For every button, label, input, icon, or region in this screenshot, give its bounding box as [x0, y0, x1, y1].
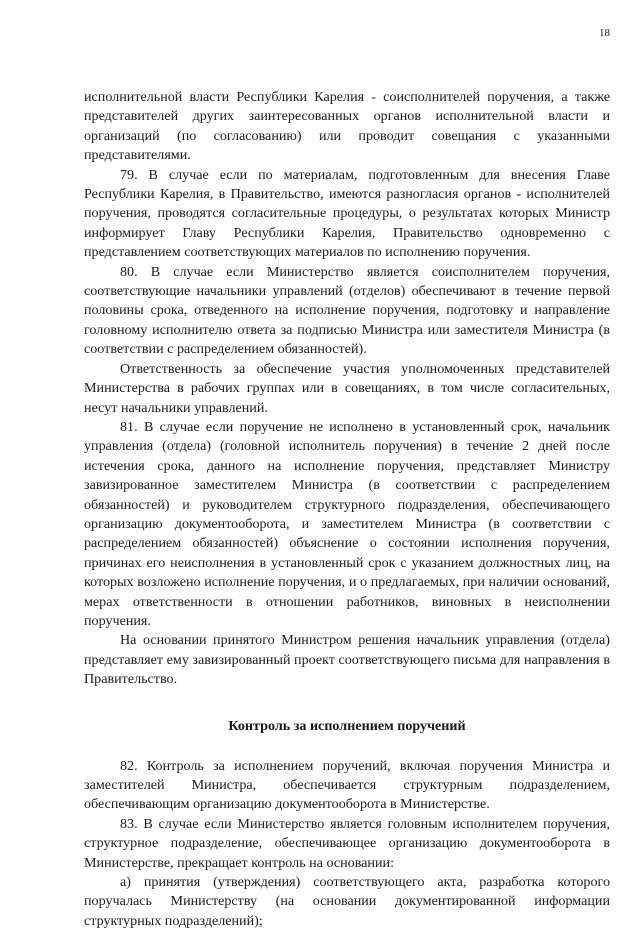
paragraph-80: 80. В случае если Министерство является соисполнителем поручения, соответствующие начальники управлений (отделов) обеспечивают в течение первой половины срока, отведенного на исполнение поручения, подготовку и направление головному исполнителю ответа за подписью Министра или заместителя Министра (в соответствии с распределением обязанностей). [84, 263, 610, 358]
paragraph-81: 81. В случае если поручение не исполнено в установленный срок, начальник управления (отдела) (головной исполнитель поручения) в течение 2 дней после истечения срока, данного на исполнение поручения, представляет Министру завизированное заместителем Министра (в соответствии с распределением обязанностей) и руководителем структурного подразделения, обеспечивающего организацию документооборота, и заместителем Министра (в соответствии с распределением обязанностей) объяснение о состоянии исполнения поручения, причинах его неисполнения в установленный срок с указанием должностных лиц, на которых возложено исполнение поручения, и о предлагаемых, при наличии оснований, мерах ответственности в отношении работников, виновных в неисполнении поручения. [84, 418, 610, 629]
paragraph-79: 79. В случае если по материалам, подготовленным для внесения Главе Республики Карелия, в Правительство, имеются разногласия органов - исполнителей поручения, проводятся согласительные процедуры, о результатах которых Министр информирует Главу Республики Карелия, Правительство одновременно с представлением соответствующих материалов по исполнению поручения. [84, 166, 610, 261]
paragraph-continuation: исполнительной власти Республики Карелия - соисполнителей поручения, а также представителей других заинтересованных органов исполнительной власти и организаций (по согласованию) или проводит совещания с указанными представителями. [84, 89, 610, 164]
page-number: 18 [599, 27, 610, 39]
paragraph-responsibility: Ответственность за обеспечение участия уполномоченных представителей Министерства в рабочих группах или в совещаниях, в том числе согласительных, несут начальники управлений. [84, 360, 610, 416]
document-body [84, 88, 610, 931]
paragraph-83: 83. В случае если Министерство является головным исполнителем поручения, структурное подразделение, обеспечивающее организацию документооборота в Министерстве, прекращает контроль на основании: [84, 815, 610, 871]
section-heading: Контроль за исполнением поручений [228, 717, 466, 734]
paragraph-83-a: а) принятия (утверждения) соответствующего акта, разработка которого поручалась Министерству (на основании документированной информации структурных подразделений); [84, 874, 610, 929]
paragraph-minister-decision: На основании принятого Министром решения начальник управления (отдела) представляет ему завизированный проект соответствующего письма для направления в Правительство. [84, 632, 610, 688]
paragraph-82: 82. Контроль за исполнением поручений, включая поручения Министра и заместителей Министра, обеспечивается структурным подразделением, обеспечивающим организацию документооборота в Министерстве. [84, 757, 610, 813]
